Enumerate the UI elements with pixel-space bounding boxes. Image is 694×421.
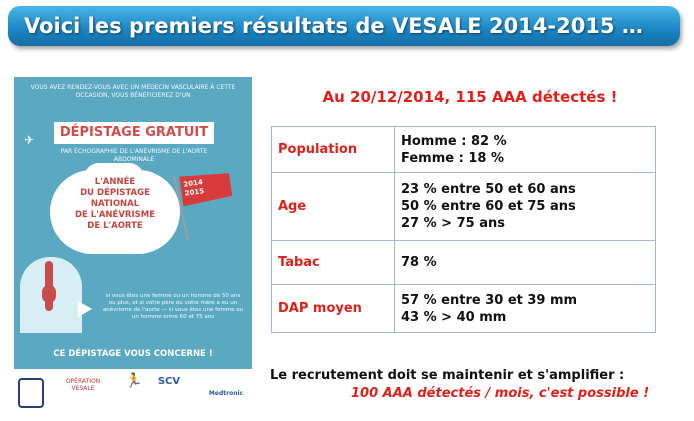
poster-concern: CE DÉPISTAGE VOUS CONCERNE ! (53, 349, 213, 359)
results-headline: Au 20/12/2014, 115 AAA détectés ! (322, 88, 618, 106)
value-line: 43 % > 40 mm (401, 309, 507, 325)
campaign-poster (14, 77, 252, 369)
poster-campaign: L'ANNÉE DU DÉPISTAGE NATIONAL DE L'ANÉVRISME DE L'AORTE (74, 177, 155, 231)
poster-title: DÉPISTAGE GRATUIT (54, 122, 214, 144)
value-line: Femme : 18 % (401, 150, 504, 166)
row-label: Population (272, 127, 395, 173)
ministry-logo-icon (18, 378, 44, 408)
poster-subtitle: PAR ÉCHOGRAPHIE DE L'ANÉVRISME DE L'AORTE ABDOMINALE (60, 148, 208, 163)
flag-years: 2014 2015 (182, 178, 205, 198)
vesale-logo: OPÉRATION VESALE (65, 378, 101, 392)
aneurysm-icon (42, 285, 56, 303)
target-note: 100 AAA détectés / mois, c'est possible ! (351, 386, 650, 401)
row-value (395, 127, 656, 173)
value-line: 57 % entre 30 et 39 mm (401, 292, 578, 308)
value-line: 50 % entre 60 et 75 ans (401, 199, 576, 214)
scv-logo: SCV (157, 376, 181, 387)
airplane-icon: ✈ (24, 133, 35, 147)
results-table (271, 126, 656, 333)
value-line: Homme : 82 % (401, 133, 507, 149)
row-value (395, 285, 656, 333)
row-value (395, 241, 656, 285)
table-row (272, 173, 656, 241)
table-row (272, 241, 656, 285)
runner-logo-icon: 🏃 (125, 373, 143, 389)
banner-title: Voici les premiers résultats de VESALE 2014-2015 … (8, 6, 680, 46)
poster-info: si vous êtes une femme ou un homme de 50 ans ou plus, et si votre père ou votre mère a eu un anévrisme de l'aorte — si vous êtes une femme ou un homme entre 60 et 75 ans (102, 293, 244, 320)
medtronic-logo: Medtronic (208, 390, 244, 397)
poster-intro: VOUS AVEZ RENDEZ-VOUS AVEC UN MÉDECIN VASCULAIRE À CETTE OCCASION, VOUS BÉNÉFICIEREZ D'UN (30, 84, 236, 99)
recruitment-note: Le recrutement doit se maintenir et s'amplifier : (270, 368, 625, 383)
table-row (272, 127, 656, 173)
arrow-icon (78, 301, 92, 317)
partner-logos (14, 373, 252, 412)
row-label: DAP moyen (272, 285, 395, 333)
row-label: Tabac (272, 241, 395, 285)
row-value (395, 173, 656, 241)
value-line: 27 % > 75 ans (401, 216, 505, 231)
row-label: Age (272, 173, 395, 241)
table-row (272, 285, 656, 333)
value-line: 78 % (401, 255, 437, 270)
value-line: 23 % entre 50 et 60 ans (401, 182, 576, 197)
